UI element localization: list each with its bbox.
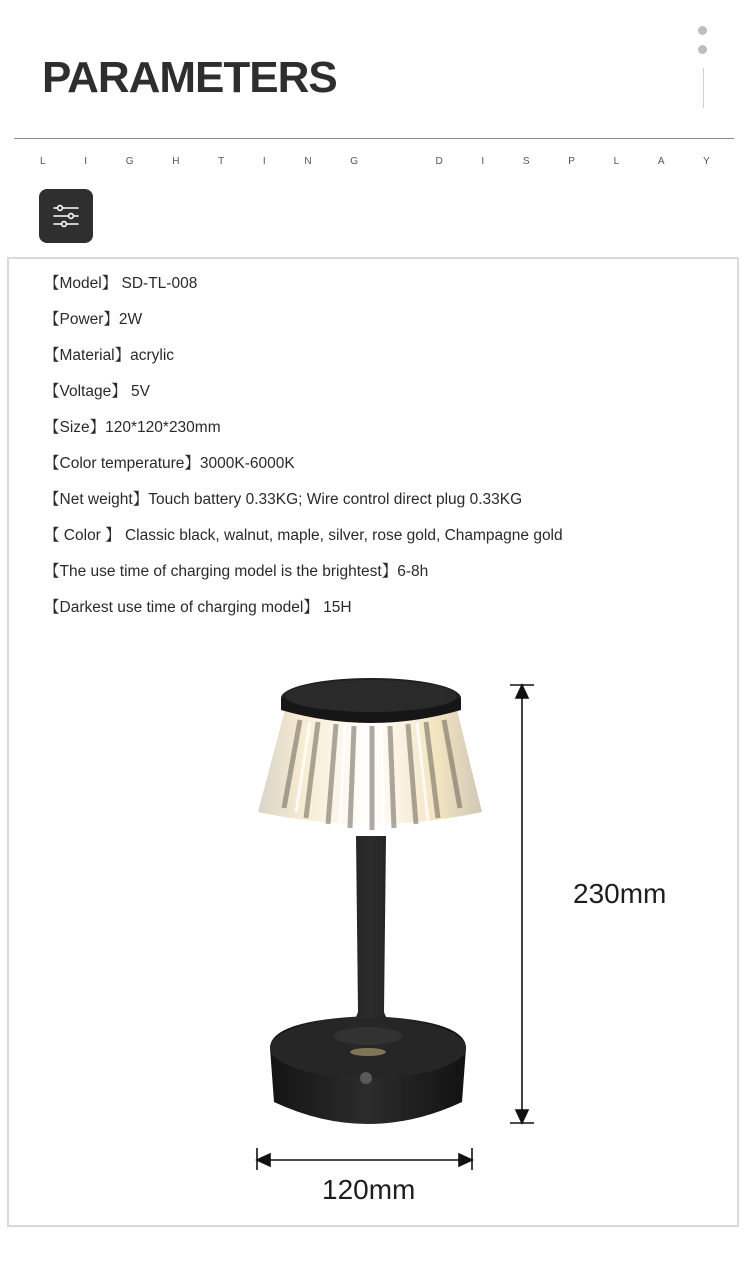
- spec-list: [44, 266, 563, 626]
- spec-material: 【Material】acrylic: [44, 347, 175, 364]
- subtitle-letter: T: [218, 156, 225, 167]
- decorative-dots: [698, 26, 708, 64]
- lamp-dimension-figure: [0, 640, 750, 1230]
- subtitle-letter: G: [125, 156, 134, 167]
- lamp-shade: [258, 706, 482, 830]
- subtitle-lighting-display: [40, 156, 710, 167]
- subtitle-letter: L: [613, 156, 620, 167]
- subtitle-letter: D: [435, 156, 443, 167]
- spec-voltage: 【Voltage】 5V: [44, 383, 150, 400]
- spec-model: 【Model】 SD-TL-008: [44, 275, 198, 292]
- lamp-illustration: [0, 640, 750, 1230]
- subtitle-letter: I: [262, 156, 266, 167]
- settings-button[interactable]: [39, 189, 93, 243]
- subtitle-letter: I: [84, 156, 88, 167]
- subtitle-letter: I: [481, 156, 485, 167]
- height-label: 230mm: [573, 878, 667, 909]
- spec-size: 【Size】120*120*230mm: [44, 419, 221, 436]
- sliders-icon: [52, 202, 80, 230]
- subtitle-letter: S: [522, 156, 530, 167]
- spec-darkest-use-time: 【Darkest use time of charging model】 15H: [44, 599, 352, 616]
- subtitle-letter: A: [657, 156, 665, 167]
- subtitle-letter: L: [40, 156, 46, 167]
- subtitle-letter: H: [172, 156, 180, 167]
- subtitle-letter: G: [350, 156, 359, 167]
- spec-net-weight: 【Net weight】Touch battery 0.33KG; Wire control direct plug 0.33KG: [44, 491, 523, 508]
- page-title: PARAMETERS: [42, 53, 337, 102]
- subtitle-letter: Y: [703, 156, 710, 167]
- decorative-line: [703, 68, 704, 108]
- width-dimension-arrow: [257, 1148, 472, 1170]
- subtitle-letter: N: [304, 156, 312, 167]
- subtitle-letter: P: [568, 156, 575, 167]
- height-dimension-arrow: [510, 685, 534, 1123]
- spec-color: 【 Color 】 Classic black, walnut, maple, silver, rose gold, Champagne gold: [44, 527, 563, 544]
- lamp-stem: [312, 836, 430, 1040]
- header-divider: [14, 138, 734, 139]
- spec-color-temperature: 【Color temperature】3000K-6000K: [44, 455, 295, 472]
- spec-brightest-use-time: 【The use time of charging model is the brightest】6-8h: [44, 563, 429, 580]
- lamp-base: [270, 1016, 466, 1124]
- dot: [698, 45, 707, 54]
- width-label: 120mm: [322, 1174, 416, 1205]
- dot: [698, 26, 707, 35]
- spec-power: 【Power】2W: [44, 311, 143, 328]
